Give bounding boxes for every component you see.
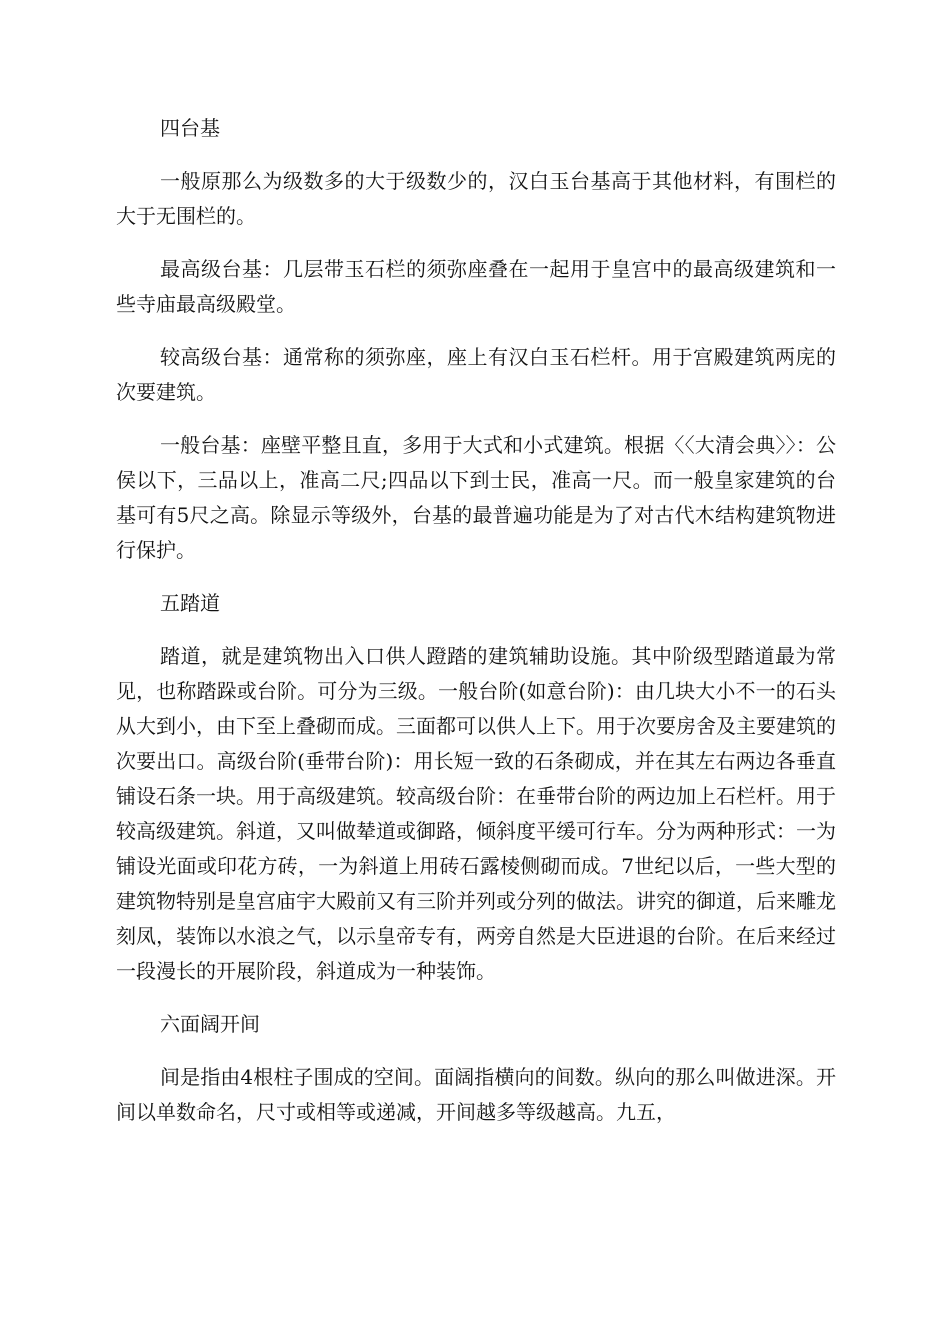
section-heading-platform: 四台基: [160, 116, 220, 140]
section-heading-steps: 五踏道: [160, 591, 220, 615]
section-heading-bays: 六面阔开间: [160, 1012, 260, 1036]
paragraph-bays: 间是指由4根柱子围成的空间。面阔指横向的间数。纵向的那么叫做进深。开间以单数命名，尺寸或相等或递减，开间越多等级越高。九五，: [116, 1065, 836, 1124]
paragraph-platform-general: 一般原那么为级数多的大于级数少的，汉白玉台基高于其他材料，有围栏的大于无围栏的。: [116, 169, 836, 228]
paragraph-platform-higher: 较高级台基：通常称的须弥座，座上有汉白玉石栏杆。用于宫殿建筑两庑的次要建筑。: [116, 345, 836, 404]
paragraph-steps: 踏道，就是建筑物出入口供人蹬踏的建筑辅助设施。其中阶级型踏道最为常见，也称踏跺或台阶。可分为三级。一般台阶(如意台阶)：由几块大小不一的石头从大到小，由下至上叠砌而成。三面都可以供人上下。用于次要房舍及主要建筑的次要出口。高级台阶(垂带台阶)：用长短一致的石条砌成，并在其左右两边各垂直铺设石条一块。用于高级建筑。较高级台阶：在垂带台阶的两边加上石栏杆。用于较高级建筑。斜道，又叫做辇道或御路，倾斜度平缓可行车。分为两种形式：一为铺设光面或印花方砖，一为斜道上用砖石露棱侧砌而成。7世纪以后，一些大型的建筑物特别是皇宫庙宇大殿前又有三阶并列或分列的做法。讲究的御道，后来雕龙刻凤，装饰以水浪之气，以示皇帝专有，两旁自然是大臣进退的台阶。在后来经过一段漫长的开展阶段，斜道成为一种装饰。: [116, 644, 836, 983]
paragraph-platform-ordinary: 一般台基：座壁平整且直，多用于大式和小式建筑。根据〈〈大清会典〉〉：公侯以下，三品以上，准高二尺;四品以下到士民，准高一尺。而一般皇家建筑的台基可有5尺之高。除显示等级外，台基的最普遍功能是为了对古代木结构建筑物进行保护。: [116, 433, 836, 562]
paragraph-platform-highest: 最高级台基：几层带玉石栏的须弥座叠在一起用于皇宫中的最高级建筑和一些寺庙最高级殿堂。: [116, 257, 836, 316]
